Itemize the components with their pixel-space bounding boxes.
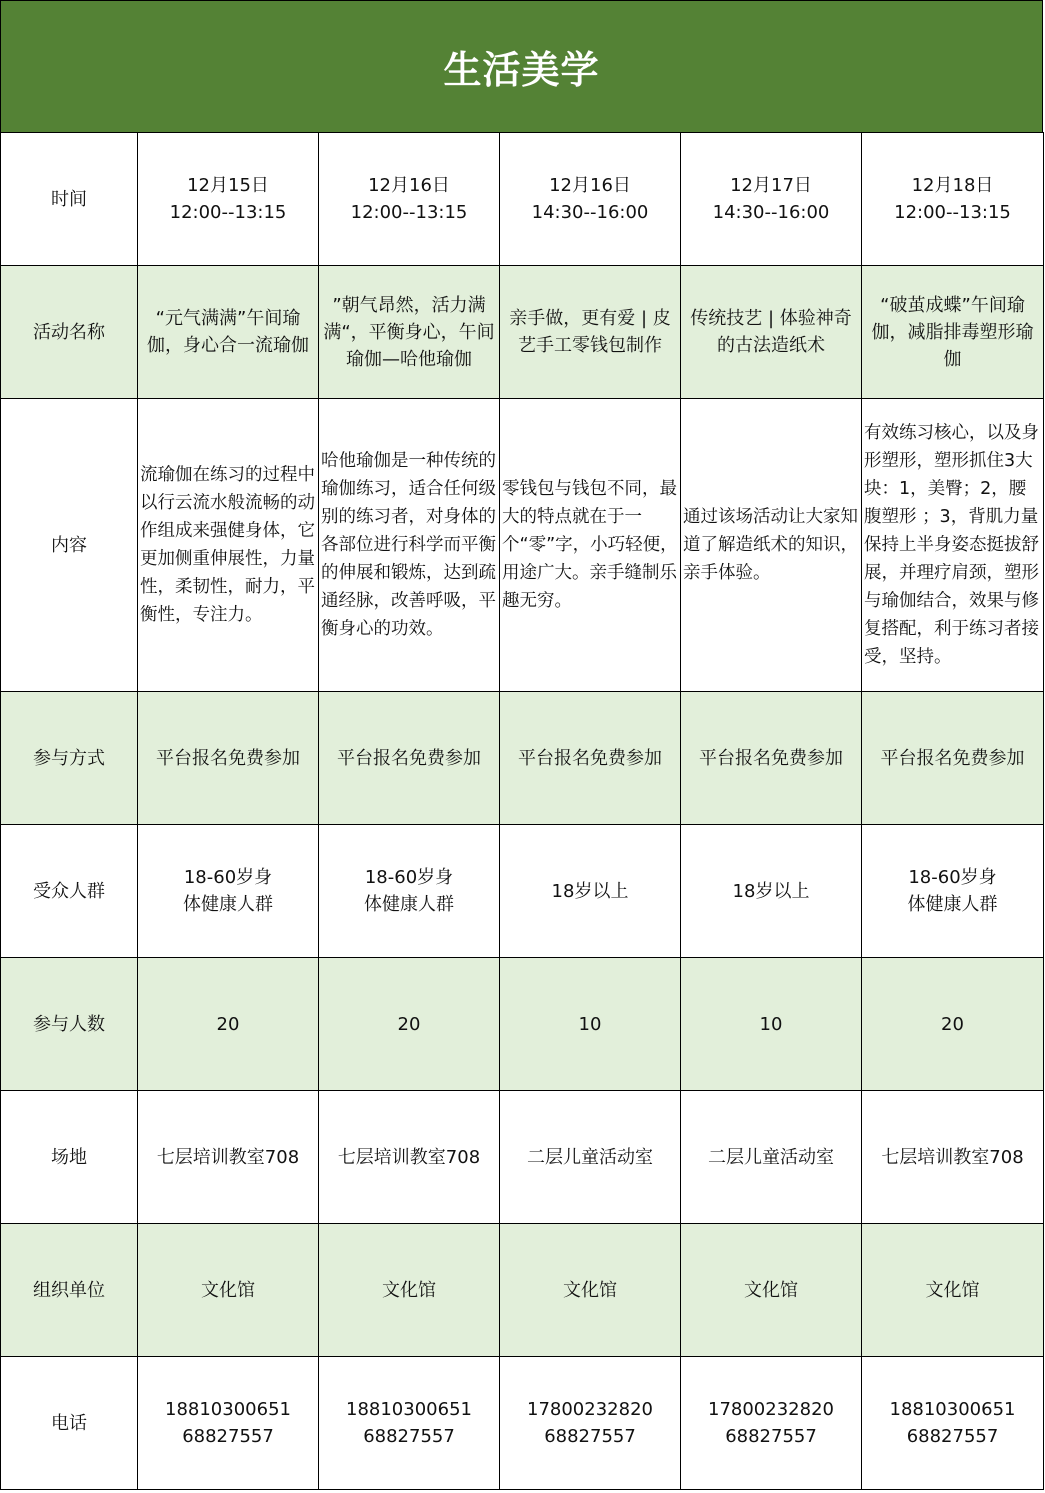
- row-label-content: 内容: [1, 399, 138, 692]
- row-label-organizer: 组织单位: [1, 1224, 138, 1357]
- mobile-number: 18810300651: [889, 1399, 1016, 1420]
- time-cell: [138, 133, 319, 266]
- row-label-name: 活动名称: [1, 266, 138, 399]
- date-text: 12月15日: [187, 175, 269, 196]
- organizer-cell: 文化馆: [138, 1224, 319, 1357]
- organizer-cell: 文化馆: [500, 1224, 681, 1357]
- row-name: [1, 266, 1044, 399]
- row-label-time: 时间: [1, 133, 138, 266]
- row-time: [1, 133, 1044, 266]
- organizer-cell: 文化馆: [862, 1224, 1044, 1357]
- date-text: 12月16日: [549, 175, 631, 196]
- mobile-number: 18810300651: [346, 1399, 472, 1420]
- mobile-number: 17800232820: [527, 1399, 653, 1420]
- phone-cell: [681, 1357, 862, 1490]
- phone-cell: [319, 1357, 500, 1490]
- activity-name-cell: “破茧成蝶”午间瑜伽，减脂排毒塑形瑜伽: [862, 266, 1044, 399]
- audience-cell: 18岁以上: [500, 825, 681, 958]
- time-cell: [862, 133, 1044, 266]
- mobile-number: 18810300651: [165, 1399, 291, 1420]
- venue-cell: 七层培训教室708: [138, 1091, 319, 1224]
- activity-name-cell: 亲手做，更有爱 | 皮艺手工零钱包制作: [500, 266, 681, 399]
- hours-text: 12:00--13:15: [894, 202, 1011, 223]
- phone-cell: [500, 1357, 681, 1490]
- row-phone: [1, 1357, 1044, 1490]
- content-cell: 零钱包与钱包不同，最大的特点就在于一个“零”字，小巧轻便，用途广大。亲手缝制乐趣无穷。: [500, 399, 681, 692]
- row-label-venue: 场地: [1, 1091, 138, 1224]
- row-label-audience: 受众人群: [1, 825, 138, 958]
- row-label-method: 参与方式: [1, 692, 138, 825]
- hours-text: 14:30--16:00: [712, 202, 830, 223]
- row-method: [1, 692, 1044, 825]
- time-cell: [319, 133, 500, 266]
- hours-text: 14:30--16:00: [531, 202, 649, 223]
- landline-number: 68827557: [725, 1426, 817, 1447]
- count-cell: 20: [862, 958, 1044, 1091]
- phone-cell: [862, 1357, 1044, 1490]
- method-cell: 平台报名免费参加: [138, 692, 319, 825]
- time-cell: [500, 133, 681, 266]
- activity-name-cell: 传统技艺 | 体验神奇的古法造纸术: [681, 266, 862, 399]
- row-venue: [1, 1091, 1044, 1224]
- audience-cell: 18-60岁身体健康人群: [319, 825, 500, 958]
- venue-cell: 七层培训教室708: [319, 1091, 500, 1224]
- method-cell: 平台报名免费参加: [500, 692, 681, 825]
- landline-number: 68827557: [906, 1426, 999, 1447]
- content-cell: 哈他瑜伽是一种传统的瑜伽练习，适合任何级别的练习者，对身体的各部位进行科学而平衡的伸展和锻炼，达到疏通经脉，改善呼吸，平衡身心的功效。: [319, 399, 500, 692]
- row-count: [1, 958, 1044, 1091]
- hours-text: 12:00--13:15: [350, 202, 468, 223]
- hours-text: 12:00--13:15: [169, 202, 287, 223]
- schedule-table: [0, 132, 1044, 1490]
- count-cell: 20: [138, 958, 319, 1091]
- content-cell: 通过该场活动让大家知道了解造纸术的知识，亲手体验。: [681, 399, 862, 692]
- date-text: 12月17日: [730, 175, 812, 196]
- date-text: 12月16日: [368, 175, 450, 196]
- mobile-number: 17800232820: [708, 1399, 834, 1420]
- venue-cell: 七层培训教室708: [862, 1091, 1044, 1224]
- count-cell: 10: [681, 958, 862, 1091]
- audience-cell: 18-60岁身体健康人群: [862, 825, 1044, 958]
- count-cell: 10: [500, 958, 681, 1091]
- content-cell: 流瑜伽在练习的过程中以行云流水般流畅的动作组成来强健身体，它更加侧重伸展性，力量性，柔韧性，耐力，平衡性，专注力。: [138, 399, 319, 692]
- activity-name-cell: ”朝气昂然，活力满满“，平衡身心，午间瑜伽—哈他瑜伽: [319, 266, 500, 399]
- phone-cell: [138, 1357, 319, 1490]
- audience-cell: 18岁以上: [681, 825, 862, 958]
- venue-cell: 二层儿童活动室: [500, 1091, 681, 1224]
- method-cell: 平台报名免费参加: [319, 692, 500, 825]
- organizer-cell: 文化馆: [681, 1224, 862, 1357]
- row-label-count: 参与人数: [1, 958, 138, 1091]
- page-title: 生活美学: [443, 48, 600, 92]
- count-cell: 20: [319, 958, 500, 1091]
- row-organizer: [1, 1224, 1044, 1357]
- landline-number: 68827557: [363, 1426, 455, 1447]
- title-banner: [0, 0, 1043, 133]
- content-cell: 有效练习核心，以及身形塑形，塑形抓住3大块：1，美臀；2，腰腹塑形 ；3，背肌力量保持上半身姿态挺拔舒展，并理疗肩颈，塑形与瑜伽结合，效果与修复搭配，利于练习者接受，坚持。: [862, 399, 1044, 692]
- activity-name-cell: “元气满满”午间瑜伽，身心合一流瑜伽: [138, 266, 319, 399]
- row-label-phone: 电话: [1, 1357, 138, 1490]
- landline-number: 68827557: [544, 1426, 636, 1447]
- audience-cell: 18-60岁身体健康人群: [138, 825, 319, 958]
- time-cell: [681, 133, 862, 266]
- row-audience: [1, 825, 1044, 958]
- date-text: 12月18日: [911, 175, 994, 196]
- venue-cell: 二层儿童活动室: [681, 1091, 862, 1224]
- row-content: [1, 399, 1044, 692]
- method-cell: 平台报名免费参加: [862, 692, 1044, 825]
- landline-number: 68827557: [182, 1426, 274, 1447]
- method-cell: 平台报名免费参加: [681, 692, 862, 825]
- organizer-cell: 文化馆: [319, 1224, 500, 1357]
